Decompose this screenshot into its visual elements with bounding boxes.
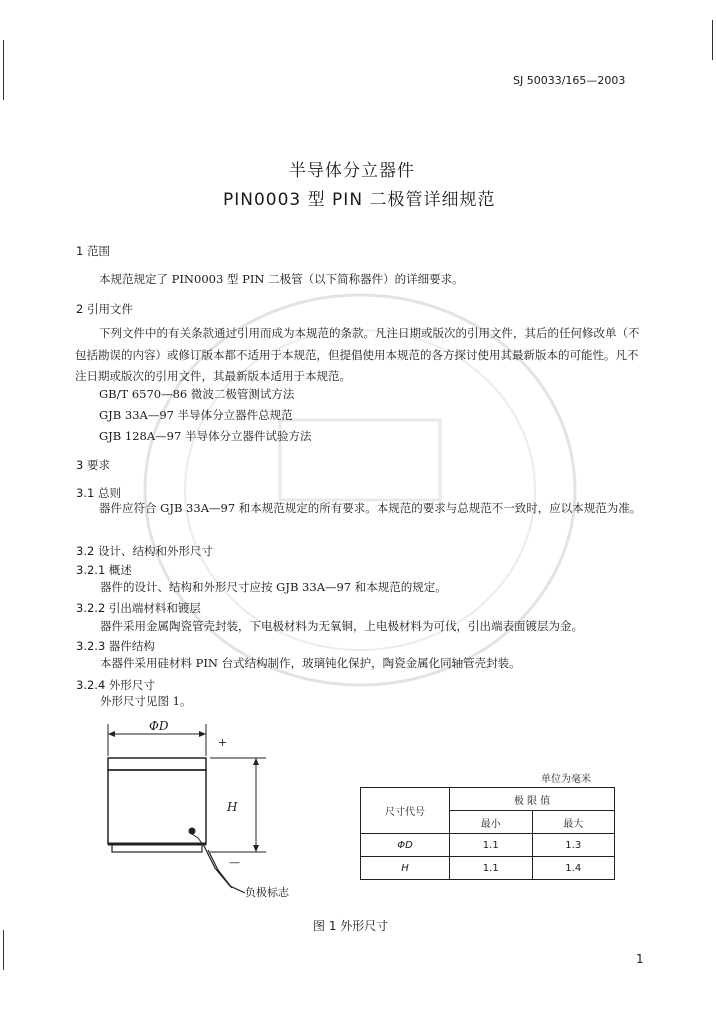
section-3-2-3-heading: 3.2.3 器件结构	[76, 639, 155, 653]
page-number: 1	[636, 952, 644, 966]
table-cell-min: 1.1	[450, 834, 533, 857]
page-title-line1: 半导体分立器件	[289, 161, 415, 181]
scan-edge-left	[3, 40, 4, 100]
table-header-max: 最大	[532, 811, 615, 834]
dimension-h-label: H	[227, 800, 238, 814]
cathode-mark-label: 负极标志	[245, 886, 289, 899]
section-3-2-4-heading: 3.2.4 外形尺寸	[76, 678, 155, 692]
reference-item: GB/T 6570—86 微波二极管测试方法	[99, 387, 295, 401]
reference-item: GJB 128A—97 半导体分立器件试验方法	[99, 429, 312, 443]
section-3-2-heading: 3.2 设计、结构和外形尺寸	[76, 544, 213, 558]
section-3-2-1-text: 器件的设计、结构和外形尺寸应按 GJB 33A—97 和本规范的规定。	[100, 580, 447, 594]
scan-edge-left-lower	[3, 930, 4, 970]
outline-drawing	[100, 718, 300, 898]
page-title-line2: PIN0003 型 PIN 二极管详细规范	[223, 190, 496, 210]
section-3-2-2-text: 器件采用金属陶瓷管壳封装，下电极材料为无氧铜，上电极材料为可伐，引出端表面镀层为金。	[100, 619, 583, 633]
section-3-2-4-text: 外形尺寸见图 1。	[100, 694, 192, 708]
section-3-1-heading: 3.1 总则	[76, 486, 121, 500]
minus-terminal-sign: —	[229, 856, 240, 869]
section-1-text: 本规范规定了 PIN0003 型 PIN 二极管（以下简称器件）的详细要求。	[99, 272, 464, 286]
figure-caption: 图 1 外形尺寸	[313, 919, 389, 933]
table-row	[361, 857, 615, 880]
section-2-heading: 2 引用文件	[76, 302, 133, 316]
table-row	[361, 834, 615, 857]
section-1-heading: 1 范围	[76, 244, 110, 258]
table-header-limits: 极 限 值	[450, 788, 615, 811]
table-unit-note: 单位为毫米	[541, 774, 591, 785]
dimension-d-label: ΦD	[149, 719, 169, 733]
table-cell-code: H	[361, 857, 450, 880]
section-2-text: 下列文件中的有关条款通过引用而成为本规范的条款。凡注日期或版次的引用文件，其后的任何修改单（不包括勘误的内容）或修订版本都不适用于本规范，但提倡使用本规范的各方探讨使用其最新版本的可能性。凡不注日期或版次的引用文件，其最新版本适用于本规范。	[75, 326, 640, 383]
plus-terminal-sign: +	[218, 736, 228, 749]
section-3-2-3-text: 本器件采用硅材料 PIN 台式结构制作，玻璃钝化保护，陶瓷金属化同轴管壳封装。	[100, 656, 521, 670]
table-header-code: 尺寸代号	[361, 788, 450, 834]
table-cell-max: 1.4	[532, 857, 615, 880]
table-cell-min: 1.1	[450, 857, 533, 880]
table-cell-max: 1.3	[532, 834, 615, 857]
dimension-limits-table	[360, 787, 615, 880]
table-header-min: 最小	[450, 811, 533, 834]
reference-item: GJB 33A—97 半导体分立器件总规范	[99, 408, 293, 422]
section-3-1-text: 器件应符合 GJB 33A—97 和本规范规定的所有要求。本规范的要求与总规范不一致时，应以本规范为准。	[99, 501, 642, 515]
scan-edge-right	[712, 20, 713, 60]
table-cell-code: ΦD	[361, 834, 450, 857]
standard-number: SJ 50033/165—2003	[513, 74, 626, 87]
section-3-2-2-heading: 3.2.2 引出端材料和镀层	[76, 601, 201, 615]
section-3-heading: 3 要求	[76, 458, 110, 472]
section-3-2-1-heading: 3.2.1 概述	[76, 563, 132, 577]
